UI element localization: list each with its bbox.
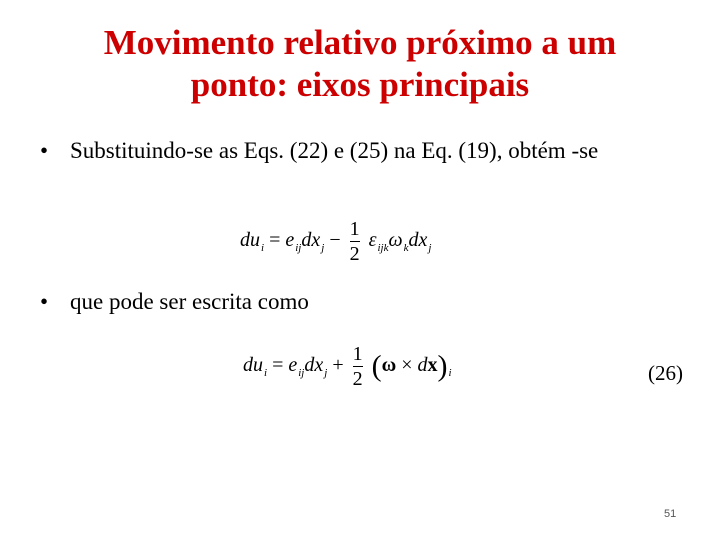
eq1-frac-bar [350, 241, 360, 242]
slide-title-line-1: Movimento relativo próximo a um [103, 23, 617, 62]
eq2-plus: + [332, 354, 344, 377]
bullet-marker: • [40, 138, 49, 163]
eq2-lhs-sub: i [264, 367, 268, 380]
eq1-omega: ω [388, 229, 403, 252]
equation-1 [240, 218, 431, 265]
eq1-frac-den: 2 [349, 243, 360, 265]
eq1-dx: dx [301, 229, 321, 252]
equation-number: (26) [648, 361, 683, 385]
bullet-text: que pode ser escrita como [70, 289, 309, 314]
eq2-d: d [417, 354, 428, 377]
eq1-dx-sub: j [321, 242, 325, 255]
eq1-lhs-sub: i [261, 242, 265, 255]
eq1-e-sub: ij [295, 242, 302, 255]
eq2-x: x [427, 354, 438, 377]
bullet-item-2 [40, 287, 700, 317]
eq1-frac-num: 1 [349, 218, 360, 240]
eq2-omega: ω [381, 354, 397, 377]
eq2-trail-sub: i [448, 367, 452, 380]
eq1-omega-sub: k [403, 242, 409, 255]
eq1-dx2: dx [408, 229, 428, 252]
eq2-e: e [288, 354, 298, 377]
bullet-text: Substituindo-se as Eqs. (22) e (25) na Eq. (19), obtém -se [70, 138, 599, 163]
slide-title [40, 22, 680, 106]
eq2-right-paren: ) [437, 349, 448, 383]
eq2-fraction [353, 343, 363, 390]
eq1-fraction [350, 218, 360, 265]
eq1-epsilon-sub: ijk [377, 242, 389, 255]
page-number: 51 [664, 508, 677, 520]
eq1-minus: − [329, 229, 341, 252]
slide-title-line-2: ponto: eixos principais [190, 65, 530, 104]
eq1-epsilon: ε [368, 229, 377, 252]
eq2-equals: = [272, 354, 284, 377]
eq1-dx2-sub: j [428, 242, 432, 255]
equation-2 [243, 343, 452, 390]
eq2-frac-bar [353, 366, 363, 367]
bullet-marker: • [40, 289, 49, 314]
eq2-dx-sub: j [324, 367, 328, 380]
bullet-item-1 [40, 136, 700, 166]
eq2-frac-den: 2 [352, 368, 363, 390]
eq2-left-paren: ( [371, 349, 382, 383]
eq1-lhs: du [240, 229, 260, 252]
eq1-e: e [285, 229, 295, 252]
eq2-frac-num: 1 [352, 343, 363, 365]
eq2-e-sub: ij [298, 367, 305, 380]
eq2-lhs: du [243, 354, 263, 377]
eq2-dx: dx [304, 354, 324, 377]
eq2-times: × [401, 354, 413, 377]
eq1-equals: = [269, 229, 281, 252]
